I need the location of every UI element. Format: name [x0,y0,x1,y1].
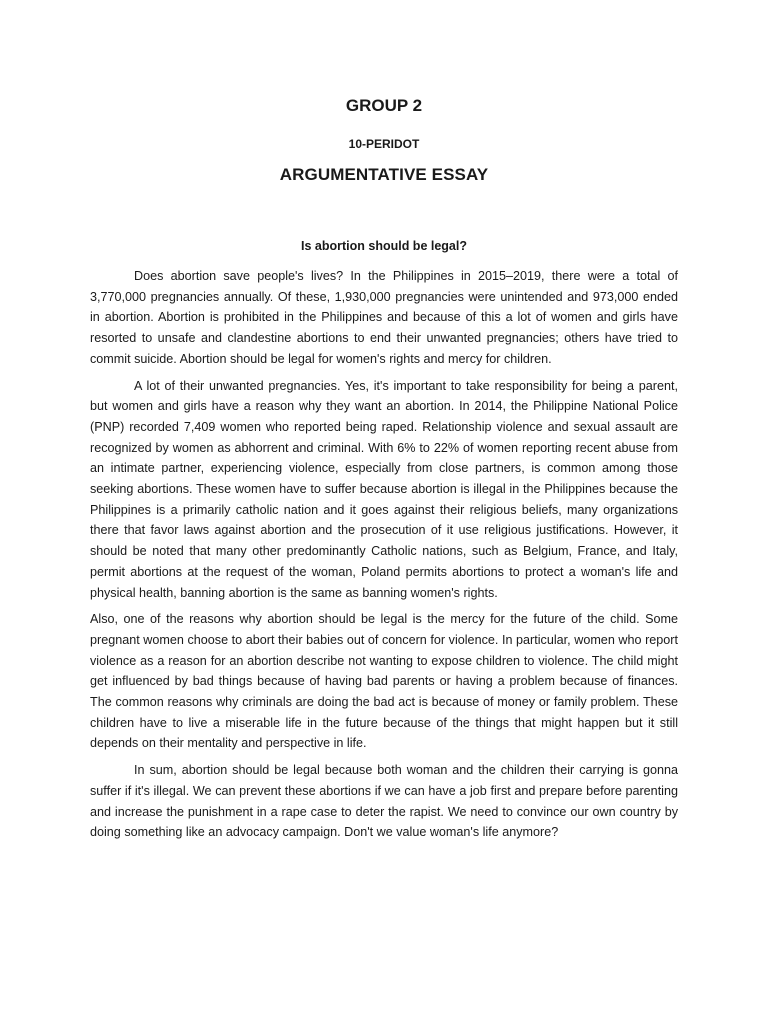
paragraph-2: A lot of their unwanted pregnancies. Yes, it's important to take responsibility for being a parent, but women and girls have a reason why they want an abortion. In 2014, the Philippine National Police (PNP) recorded 7,409 women who reported being raped. Relationship violence and sexual assault are recognized by women as abhorrent and criminal. With 6% to 22% of women reporting recent abuse from an intimate partner, experiencing violence, especially from close partners, is common among those seeking abortions. These women have to suffer because abortion is illegal in the Philippines because the Philippines is a primarily catholic nation and it goes against their religious beliefs, many organizations there that favor laws against abortion and the prosecution of it use religious justifications. However, it should be noted that many other predominantly Catholic nations, such as Belgium, France, and Italy, permit abortions at the request of the woman, Poland permits abortions to protect a woman's life and physical health, banning abortion is the same as banning women's rights. [90,378,678,600]
paragraph-3: Also, one of the reasons why abortion should be legal is the mercy for the future of the child. Some pregnant women choose to abort their babies out of concern for violence. In particular, women who report violence as a reason for an abortion describe not wanting to expose children to violence. The child might get influenced by bad things because of having bad parents or having a problem because of finances. The common reasons why criminals are doing the bad act is because of money or family problem. These children have to live a miserable life in the future because of the things that might happen but it still depends on their mentality and perspective in life. [90,612,678,751]
paragraph-1: Does abortion save people's lives? In the Philippines in 2015–2019, there were a total of 3,770,000 pregnancies annually. Of these, 1,930,000 pregnancies were unintended and 973,000 ended in abortion. Abortion is prohibited in the Philippines and because of this a lot of women and girls have resorted to unsafe and clandestine abortions to end their unwanted pregnancies; others have tried to commit suicide. Abortion should be legal for women's rights and mercy for children. [90,269,678,366]
document-title: ARGUMENTATIVE ESSAY [279,165,489,184]
section-label: 10-PERIDOT [348,137,420,151]
essay-question: Is abortion should be legal? [301,239,467,253]
group-heading: GROUP 2 [345,96,423,115]
paragraph-4: In sum, abortion should be legal because both woman and the children their carrying is gonna suffer if it's illegal. We can prevent these abortions if we can have a job first and prepare before parenting and increase the punishment in a rape case to deter the rapist. We need to convince our own country by doing something like an advocacy campaign. Don't we value woman's life anymore? [90,763,678,840]
essay-body [90,266,678,849]
